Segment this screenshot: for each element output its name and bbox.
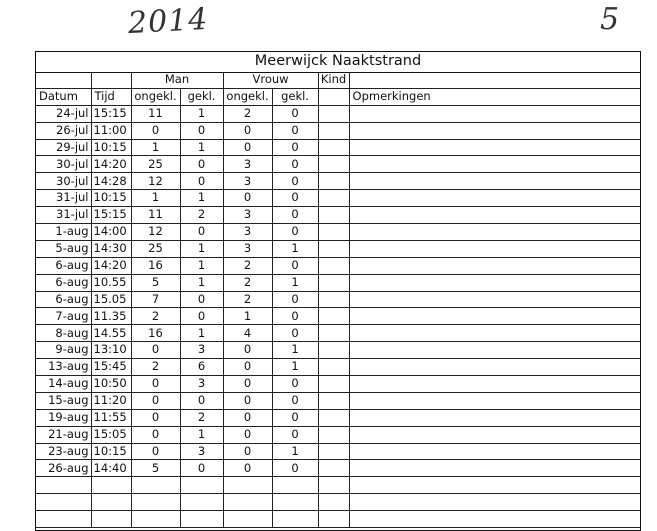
cell-date: 31-jul (36, 190, 91, 207)
cell-kind (318, 291, 349, 308)
cell-woman-undressed: 2 (223, 291, 272, 308)
cell-date: 6-aug (36, 257, 91, 274)
cell-time: 10:15 (91, 443, 131, 460)
table-row (36, 190, 640, 207)
empty-cell (91, 511, 131, 528)
cell-man-dressed: 3 (180, 342, 223, 359)
cell-woman-undressed: 0 (223, 376, 272, 393)
cell-remarks (349, 257, 640, 274)
cell-man-undressed: 2 (131, 308, 180, 325)
cell-man-undressed: 25 (131, 156, 180, 173)
cell-date: 24-jul (36, 105, 91, 122)
cell-kind (318, 139, 349, 156)
cell-remarks (349, 274, 640, 291)
cell-time: 14:20 (91, 257, 131, 274)
cell-man-undressed: 0 (131, 426, 180, 443)
table-row (36, 207, 640, 224)
cell-time: 13:10 (91, 342, 131, 359)
empty-cell (223, 511, 272, 528)
cell-time: 14:30 (91, 240, 131, 257)
cell-woman-dressed: 1 (272, 359, 318, 376)
header-empty-remarks (349, 72, 640, 88)
cell-woman-undressed: 0 (223, 122, 272, 139)
header-empty-date (36, 72, 91, 88)
empty-cell (318, 494, 349, 511)
cell-woman-dressed: 0 (272, 156, 318, 173)
cell-woman-undressed: 0 (223, 190, 272, 207)
sheet-title: Meerwijck Naaktstrand (36, 52, 640, 73)
empty-cell (91, 477, 131, 494)
cell-kind (318, 122, 349, 139)
empty-row (36, 494, 640, 511)
cell-woman-undressed: 4 (223, 325, 272, 342)
cell-man-undressed: 0 (131, 443, 180, 460)
cell-date: 15-aug (36, 392, 91, 409)
cell-kind (318, 224, 349, 241)
table-row (36, 342, 640, 359)
column-header-time: Tijd (91, 88, 131, 105)
empty-cell (180, 494, 223, 511)
column-header-date: Datum (36, 88, 91, 105)
empty-cell (272, 511, 318, 528)
cell-man-dressed: 1 (180, 426, 223, 443)
cell-woman-dressed: 0 (272, 257, 318, 274)
empty-cell (131, 494, 180, 511)
cell-man-dressed: 1 (180, 325, 223, 342)
cell-remarks (349, 342, 640, 359)
cell-time: 11:55 (91, 409, 131, 426)
cell-date: 29-jul (36, 139, 91, 156)
cell-man-undressed: 12 (131, 224, 180, 241)
table-row (36, 376, 640, 393)
cell-date: 31-jul (36, 207, 91, 224)
cell-woman-dressed: 0 (272, 460, 318, 477)
empty-cell (36, 477, 91, 494)
cell-date: 6-aug (36, 274, 91, 291)
cell-time: 15:05 (91, 426, 131, 443)
cell-kind (318, 257, 349, 274)
column-header-remarks: Opmerkingen (349, 88, 640, 105)
cell-remarks (349, 359, 640, 376)
cell-woman-undressed: 3 (223, 207, 272, 224)
cell-time: 10:15 (91, 190, 131, 207)
cell-date: 5-aug (36, 240, 91, 257)
cell-kind (318, 376, 349, 393)
cell-remarks (349, 426, 640, 443)
empty-cell (36, 511, 91, 528)
cell-man-dressed: 2 (180, 409, 223, 426)
cell-kind (318, 156, 349, 173)
cell-woman-dressed: 0 (272, 122, 318, 139)
cell-woman-dressed: 1 (272, 342, 318, 359)
cell-time: 15:15 (91, 207, 131, 224)
cell-date: 21-aug (36, 426, 91, 443)
cell-date: 26-aug (36, 460, 91, 477)
cell-remarks (349, 224, 640, 241)
cell-kind (318, 105, 349, 122)
cell-man-dressed: 0 (180, 122, 223, 139)
cell-man-undressed: 5 (131, 274, 180, 291)
cell-woman-undressed: 0 (223, 392, 272, 409)
cell-remarks (349, 122, 640, 139)
cell-time: 10:50 (91, 376, 131, 393)
cell-date: 1-aug (36, 224, 91, 241)
cell-kind (318, 308, 349, 325)
cell-woman-undressed: 0 (223, 443, 272, 460)
cell-time: 11:20 (91, 392, 131, 409)
column-header-man-dressed: gekl. (180, 88, 223, 105)
cell-woman-dressed: 0 (272, 105, 318, 122)
cell-date: 30-jul (36, 156, 91, 173)
cell-date: 8-aug (36, 325, 91, 342)
cell-date: 26-jul (36, 122, 91, 139)
cell-woman-dressed: 0 (272, 308, 318, 325)
cell-woman-undressed: 2 (223, 257, 272, 274)
table-row (36, 122, 640, 139)
cell-man-undressed: 0 (131, 392, 180, 409)
cell-kind (318, 443, 349, 460)
cell-man-dressed: 0 (180, 392, 223, 409)
cell-man-dressed: 1 (180, 190, 223, 207)
cell-remarks (349, 291, 640, 308)
cell-remarks (349, 376, 640, 393)
cell-woman-undressed: 0 (223, 460, 272, 477)
handwritten-page-number: 5 (600, 2, 620, 37)
cell-woman-dressed: 1 (272, 274, 318, 291)
cell-woman-undressed: 3 (223, 224, 272, 241)
cell-woman-undressed: 0 (223, 139, 272, 156)
cell-date: 13-aug (36, 359, 91, 376)
cell-man-dressed: 3 (180, 376, 223, 393)
cell-time: 10.55 (91, 274, 131, 291)
cell-man-dressed: 0 (180, 308, 223, 325)
cell-woman-undressed: 0 (223, 342, 272, 359)
cell-kind (318, 359, 349, 376)
cell-man-dressed: 1 (180, 274, 223, 291)
cell-man-dressed: 0 (180, 291, 223, 308)
cell-remarks (349, 460, 640, 477)
cell-woman-dressed: 0 (272, 325, 318, 342)
empty-cell (349, 511, 640, 528)
table-row (36, 392, 640, 409)
cell-time: 15.05 (91, 291, 131, 308)
empty-cell (272, 477, 318, 494)
cell-remarks (349, 443, 640, 460)
cell-woman-dressed: 1 (272, 443, 318, 460)
cell-time: 15:15 (91, 105, 131, 122)
cell-woman-dressed: 0 (272, 409, 318, 426)
cell-man-undressed: 25 (131, 240, 180, 257)
column-header-man-undressed: ongekl. (131, 88, 180, 105)
cell-man-undressed: 12 (131, 173, 180, 190)
table-row (36, 257, 640, 274)
cell-woman-dressed: 0 (272, 224, 318, 241)
group-header-kind: Kind (318, 72, 349, 88)
column-header-kind (318, 88, 349, 105)
cell-man-undressed: 5 (131, 460, 180, 477)
cell-man-undressed: 0 (131, 376, 180, 393)
cell-kind (318, 460, 349, 477)
empty-row (36, 477, 640, 494)
cell-kind (318, 207, 349, 224)
empty-cell (349, 494, 640, 511)
header-empty-time (91, 72, 131, 88)
table-row (36, 359, 640, 376)
count-table (36, 72, 640, 528)
cell-man-dressed: 0 (180, 156, 223, 173)
group-header-row (36, 72, 640, 88)
cell-woman-undressed: 0 (223, 359, 272, 376)
cell-date: 30-jul (36, 173, 91, 190)
cell-woman-undressed: 2 (223, 274, 272, 291)
cell-man-dressed: 0 (180, 460, 223, 477)
cell-man-undressed: 2 (131, 359, 180, 376)
empty-cell (318, 511, 349, 528)
cell-kind (318, 274, 349, 291)
cell-woman-dressed: 0 (272, 173, 318, 190)
cell-woman-undressed: 2 (223, 105, 272, 122)
cell-man-undressed: 0 (131, 409, 180, 426)
cell-date: 6-aug (36, 291, 91, 308)
cell-date: 7-aug (36, 308, 91, 325)
cell-time: 14:20 (91, 156, 131, 173)
group-header-vrouw: Vrouw (223, 72, 318, 88)
table-row (36, 240, 640, 257)
cell-time: 11:00 (91, 122, 131, 139)
empty-cell (318, 477, 349, 494)
cell-remarks (349, 173, 640, 190)
cell-remarks (349, 207, 640, 224)
cell-man-undressed: 11 (131, 105, 180, 122)
cell-man-dressed: 1 (180, 257, 223, 274)
cell-woman-undressed: 3 (223, 173, 272, 190)
cell-woman-dressed: 0 (272, 207, 318, 224)
empty-cell (131, 511, 180, 528)
cell-remarks (349, 190, 640, 207)
group-header-man: Man (131, 72, 223, 88)
cell-kind (318, 409, 349, 426)
cell-time: 10:15 (91, 139, 131, 156)
cell-woman-undressed: 3 (223, 240, 272, 257)
cell-date: 23-aug (36, 443, 91, 460)
cell-remarks (349, 105, 640, 122)
cell-time: 15:45 (91, 359, 131, 376)
cell-man-dressed: 1 (180, 240, 223, 257)
empty-cell (349, 477, 640, 494)
cell-kind (318, 240, 349, 257)
cell-time: 14.55 (91, 325, 131, 342)
empty-cell (91, 494, 131, 511)
cell-woman-undressed: 0 (223, 426, 272, 443)
cell-remarks (349, 392, 640, 409)
cell-man-dressed: 0 (180, 173, 223, 190)
column-header-woman-dressed: gekl. (272, 88, 318, 105)
empty-cell (131, 477, 180, 494)
cell-date: 19-aug (36, 409, 91, 426)
table-row (36, 274, 640, 291)
cell-time: 14:00 (91, 224, 131, 241)
cell-man-dressed: 2 (180, 207, 223, 224)
cell-woman-dressed: 0 (272, 190, 318, 207)
empty-row (36, 511, 640, 528)
table-row (36, 173, 640, 190)
cell-man-dressed: 3 (180, 443, 223, 460)
cell-man-dressed: 1 (180, 105, 223, 122)
cell-remarks (349, 308, 640, 325)
cell-man-undressed: 0 (131, 342, 180, 359)
cell-remarks (349, 139, 640, 156)
cell-man-undressed: 16 (131, 257, 180, 274)
table-row (36, 291, 640, 308)
cell-woman-dressed: 1 (272, 240, 318, 257)
cell-remarks (349, 409, 640, 426)
count-sheet (35, 51, 641, 531)
cell-date: 9-aug (36, 342, 91, 359)
cell-time: 14:40 (91, 460, 131, 477)
cell-kind (318, 392, 349, 409)
cell-man-undressed: 11 (131, 207, 180, 224)
cell-woman-dressed: 0 (272, 291, 318, 308)
empty-cell (180, 477, 223, 494)
cell-kind (318, 173, 349, 190)
cell-remarks (349, 156, 640, 173)
table-row (36, 224, 640, 241)
empty-cell (180, 511, 223, 528)
table-row (36, 443, 640, 460)
cell-woman-dressed: 0 (272, 139, 318, 156)
cell-man-dressed: 6 (180, 359, 223, 376)
column-header-row (36, 88, 640, 105)
cell-man-dressed: 0 (180, 224, 223, 241)
cell-woman-dressed: 0 (272, 392, 318, 409)
table-row (36, 308, 640, 325)
handwritten-year: 2014 (127, 1, 210, 42)
cell-woman-undressed: 1 (223, 308, 272, 325)
cell-man-dressed: 1 (180, 139, 223, 156)
empty-cell (272, 494, 318, 511)
table-row (36, 460, 640, 477)
cell-kind (318, 426, 349, 443)
cell-date: 14-aug (36, 376, 91, 393)
cell-kind (318, 325, 349, 342)
table-row (36, 409, 640, 426)
table-row (36, 139, 640, 156)
cell-time: 11.35 (91, 308, 131, 325)
cell-remarks (349, 325, 640, 342)
cell-man-undressed: 16 (131, 325, 180, 342)
cell-time: 14:28 (91, 173, 131, 190)
cell-man-undressed: 1 (131, 190, 180, 207)
cell-man-undressed: 0 (131, 122, 180, 139)
cell-woman-dressed: 0 (272, 376, 318, 393)
table-row (36, 105, 640, 122)
cell-woman-dressed: 0 (272, 426, 318, 443)
cell-kind (318, 342, 349, 359)
cell-kind (318, 190, 349, 207)
empty-cell (36, 494, 91, 511)
table-row (36, 426, 640, 443)
table-row (36, 156, 640, 173)
empty-cell (223, 494, 272, 511)
column-header-woman-undressed: ongekl. (223, 88, 272, 105)
cell-remarks (349, 240, 640, 257)
empty-cell (223, 477, 272, 494)
cell-man-undressed: 7 (131, 291, 180, 308)
cell-woman-undressed: 3 (223, 156, 272, 173)
cell-woman-undressed: 0 (223, 409, 272, 426)
table-row (36, 325, 640, 342)
cell-man-undressed: 1 (131, 139, 180, 156)
